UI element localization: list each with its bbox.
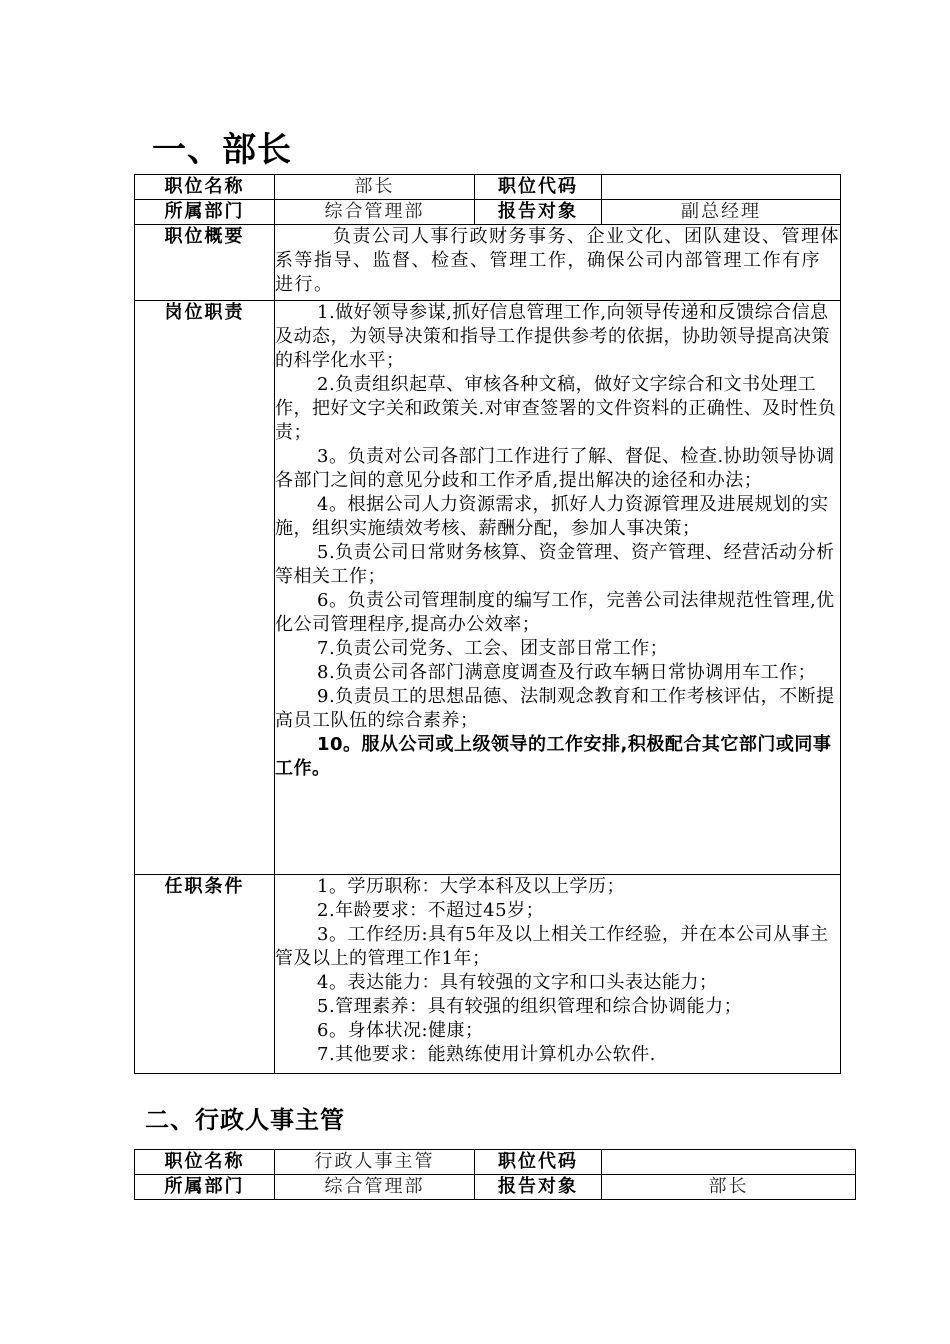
duties-label: 岗位职责	[135, 301, 275, 875]
position-name-label: 职位名称	[135, 1150, 275, 1175]
position-code-value	[602, 1150, 856, 1175]
summary-text: 负责公司人事行政财务事务、企业文化、团队建设、管理体系等指导、监督、检查、管理工作，确保公司内部管理工作有序进行。	[275, 226, 840, 295]
requirement-item: 7.其他要求：能熟练使用计算机办公软件.	[317, 1044, 656, 1065]
requirements-cell	[275, 875, 841, 1074]
section2-title: 二、行政人事主管	[145, 1106, 345, 1134]
position-name-value: 行政人事主管	[275, 1150, 475, 1175]
duty-item: 6。负责公司管理制度的编写工作，完善公司法律规范性管理,优化公司管理程序,提高办公效率；	[275, 590, 835, 635]
department-value: 综合管理部	[275, 1175, 475, 1200]
requirement-item: 1。学历职称：大学本科及以上学历；	[317, 876, 625, 897]
requirement-item: 2.年龄要求：不超过45岁；	[317, 900, 545, 921]
position-code-label: 职位代码	[475, 1150, 602, 1175]
department-value: 综合管理部	[275, 200, 475, 225]
requirement-item: 6。身体状况:健康；	[317, 1020, 484, 1041]
duty-item: 8.负责公司各部门满意度调查及行政车辆日常协调用车工作；	[317, 662, 817, 683]
report-to-value: 副总经理	[602, 200, 841, 225]
report-to-value: 部长	[602, 1175, 856, 1200]
position-name-value: 部长	[275, 175, 475, 200]
duty-item: 5.负责公司日常财务核算、资金管理、资产管理、经营活动分析等相关工作；	[275, 542, 835, 587]
section1-title: 一、部长	[152, 130, 292, 170]
section1-table	[134, 174, 841, 1074]
position-name-label: 职位名称	[135, 175, 275, 200]
duty-item: 9.负责员工的思想品德、法制观念教育和工作考核评估，不断提高员工队伍的综合素养；	[275, 686, 835, 731]
requirement-item: 3。工作经历:具有5年及以上相关工作经验，并在本公司从事主管及以上的管理工作1年；	[275, 924, 829, 969]
duty-item: 10。服从公司或上级领导的工作安排,积极配合其它部门或同事工作。	[275, 734, 832, 779]
department-label: 所属部门	[135, 200, 275, 225]
department-label: 所属部门	[135, 1175, 275, 1200]
section2-table	[134, 1149, 856, 1200]
requirement-item: 4。表达能力：具有较强的文字和口头表达能力；	[317, 972, 718, 993]
duty-item: 1.做好领导参谋,抓好信息管理工作,向领导传递和反馈综合信息及动态，为领导决策和指导工作提供参考的依据，协助领导提高决策的科学化水平；	[275, 302, 830, 371]
requirements-label: 任职条件	[135, 875, 275, 1074]
duty-item: 4。根据公司人力资源需求，抓好人力资源管理及进展规划的实施，组织实施绩效考核、薪酬分配，参加人事决策；	[275, 494, 829, 539]
duty-item: 7.负责公司党务、工会、团支部日常工作；	[317, 638, 669, 659]
report-to-label: 报告对象	[475, 200, 602, 225]
duty-item: 3。负责对公司各部门工作进行了解、督促、检查.协助领导协调各部门之间的意见分歧和工作矛盾,提出解决的途径和办法；	[275, 446, 835, 491]
duties-cell	[275, 301, 841, 875]
position-code-label: 职位代码	[475, 175, 602, 200]
position-code-value	[602, 175, 841, 200]
report-to-label: 报告对象	[475, 1175, 602, 1200]
duty-item: 2.负责组织起草、审核各种文稿，做好文字综合和文书处理工作，把好文字关和政策关.对审查签署的文件资料的正确性、及时性负责；	[275, 374, 837, 443]
requirement-item: 5.管理素养：具有较强的组织管理和综合协调能力；	[317, 996, 743, 1017]
summary-cell	[275, 225, 841, 301]
summary-label: 职位概要	[135, 225, 275, 301]
